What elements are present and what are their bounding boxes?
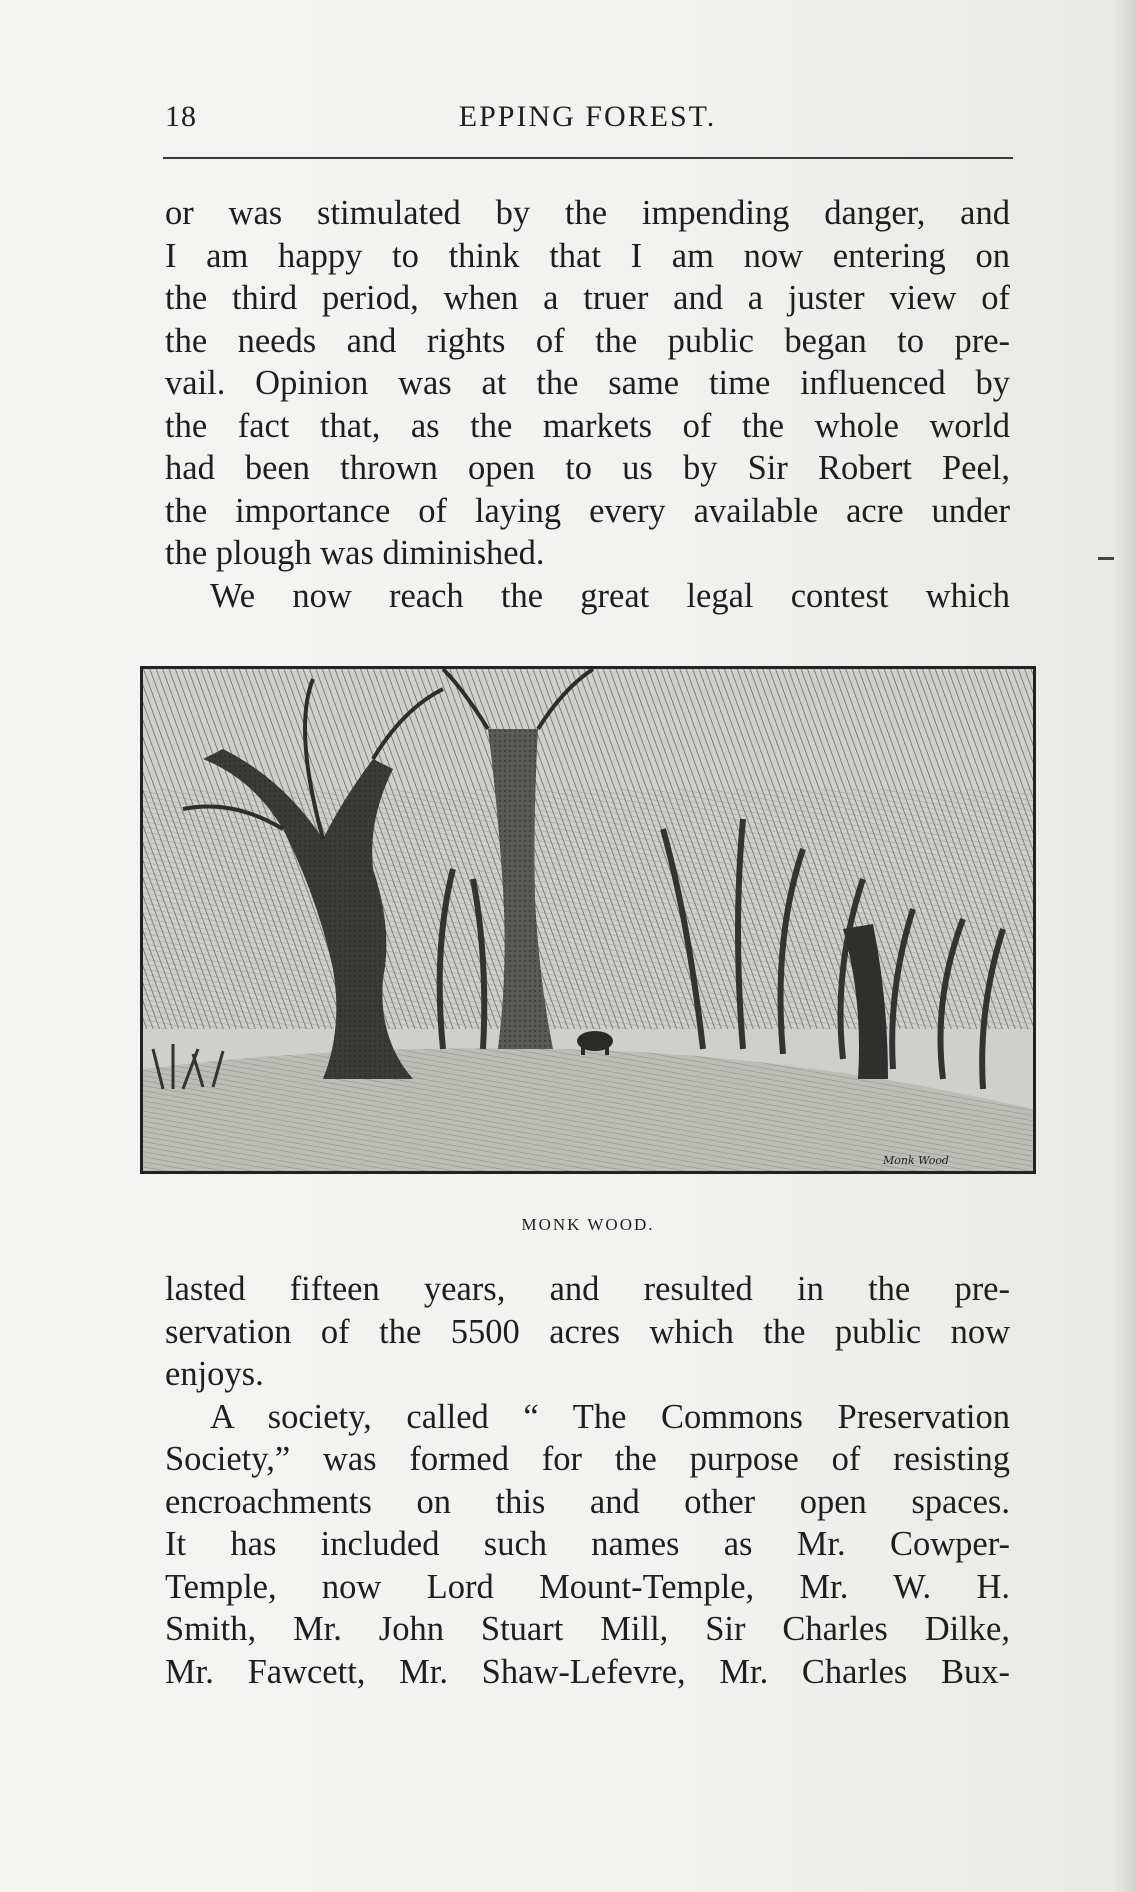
text-line: A society, called “ The Commons Preservation <box>210 1397 1010 1436</box>
text-line: had been thrown open to us by Sir Robert Peel, <box>165 449 1010 487</box>
text-line: the third period, when a truer and a juster view of <box>165 279 1010 317</box>
engraving-image <box>143 669 1033 1171</box>
text-line: I am happy to think that I am now entering on <box>165 236 1010 275</box>
text-line: Society,” was formed for the purpose of resisting <box>165 1440 1010 1478</box>
body-text-bottom <box>165 1268 1010 1693</box>
text-line: the needs and rights of the public began to pre- <box>165 321 1010 360</box>
margin-mark <box>1098 557 1114 560</box>
engraver-signature: Monk Wood <box>883 1154 949 1167</box>
text-line: the importance of laying every available acre under <box>165 491 1010 530</box>
header-rule <box>163 157 1013 159</box>
text-line: servation of the 5500 acres which the public now <box>165 1312 1010 1351</box>
page-edge-shadow <box>1114 0 1136 1892</box>
body-text-top <box>165 192 1010 617</box>
text-line: encroachments on this and other open spaces. <box>165 1482 1010 1521</box>
text-line: Mr. Fawcett, Mr. Shaw-Lefevre, Mr. Charles Bux- <box>165 1652 1010 1691</box>
running-head: EPPING FOREST. <box>458 100 717 133</box>
text-line: Smith, Mr. John Stuart Mill, Sir Charles Dilke, <box>165 1610 1010 1648</box>
text-line: It has included such names as Mr. Cowper- <box>165 1525 1010 1563</box>
text-line: vail. Opinion was at the same time influenced by <box>165 364 1010 402</box>
text-line: enjoys. <box>165 1355 264 1393</box>
monk-wood-illustration <box>140 666 1036 1174</box>
text-line: the fact that, as the markets of the whole world <box>165 406 1010 445</box>
text-line: or was stimulated by the impending danger, and <box>165 194 1010 232</box>
text-line: We now reach the great legal contest which <box>210 576 1010 615</box>
figure-caption: MONK WOOD. <box>521 1215 655 1234</box>
text-line: Temple, now Lord Mount-Temple, Mr. W. H. <box>165 1567 1010 1606</box>
page-header <box>165 100 1010 140</box>
text-line: lasted fifteen years, and resulted in the pre- <box>165 1270 1010 1308</box>
page-number: 18 <box>165 100 197 133</box>
text-line: the plough was diminished. <box>165 534 545 572</box>
